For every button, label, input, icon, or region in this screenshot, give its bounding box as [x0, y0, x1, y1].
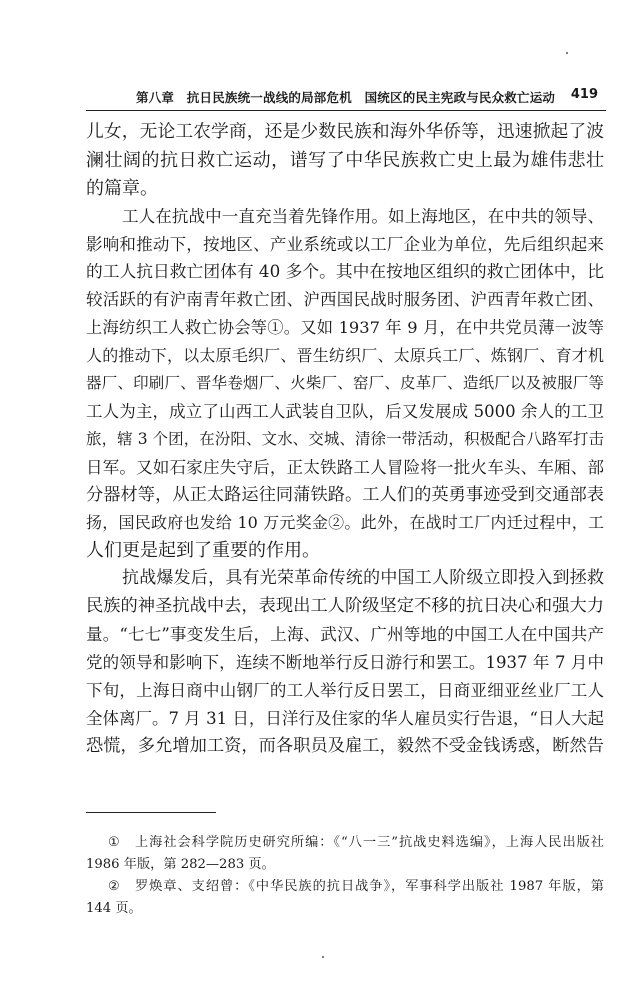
page-number: 419 — [570, 87, 598, 102]
text-line: 较活跃的有沪南青年救亡团、沪西国民战时服务团、沪西青年救亡团、 — [86, 290, 604, 310]
scan-speck — [566, 52, 568, 54]
text-line: 人们更是起到了重要的作用。 — [86, 540, 320, 562]
footnote-1-mark: ① — [108, 835, 120, 850]
text-line: 人的推动下，以太原毛织厂、晋生纺织厂、太原兵工厂、炼钢厂、育才机 — [86, 346, 604, 366]
text-line: 分器材等，从正太路运往同蒲铁路。工人们的英勇事迹受到交通部表 — [86, 484, 604, 505]
footnote-2-mark: ② — [108, 879, 120, 894]
text-line: 澜壮阔的抗日救亡运动，谱写了中华民族救亡史上最为雄伟悲壮 — [86, 149, 604, 171]
text-line: 工人为主，成立了山西工人武装自卫队，后又发展成 5000 余人的工卫 — [86, 401, 604, 421]
text-line: 上海纺织工人救亡协会等①。又如 1937 年 9 月，在中共党员薄一波等 — [86, 318, 604, 338]
text-line: 扬，国民政府也发给 10 万元奖金②。此外，在战时工厂内迁过程中，工 — [86, 513, 604, 533]
footnote-2-text: 罗焕章、支绍曾：《中华民族的抗日战争》，军事科学出版社 1987 年版，第 — [134, 879, 604, 894]
text-line: 旅，辖 3 个团，在汾阳、文水、交城、清徐一带活动，积极配合八路军打击 — [86, 429, 604, 448]
text-line: 的工人抗日救亡团体有 40 多个。其中在按地区组织的救亡团体中，比 — [86, 261, 604, 282]
text-line: 全体离厂。7 月 31 日，日洋行及住家的华人雇员实行告退，“日人大起 — [86, 708, 604, 728]
footnote-1-line-2: 1986 年版，第 282—283 页。 — [86, 857, 275, 872]
text-line: 党的领导和影响下，连续不断地举行反日游行和罢工。1937 年 7 月中 — [86, 652, 604, 672]
text-line: 抗战爆发后，具有光荣革命传统的中国工人阶级立即投入到拯救 — [122, 568, 604, 589]
body-text — [86, 119, 604, 760]
chapter-running-title: 第八章 抗日民族统一战线的局部危机 国统区的民主宪政与民众救亡运动 — [136, 90, 556, 105]
text-line: 恐慌，多允增加工资，而各职员及雇工，毅然不受金钱诱惑，断然告 — [86, 735, 604, 756]
scan-speck — [322, 956, 324, 958]
text-line: 儿女，无论工农学商，还是少数民族和海外华侨等，迅速掀起了波 — [86, 122, 604, 142]
footnote-divider — [86, 812, 216, 813]
text-line: 日军。又如石家庄失守后，正太铁路工人冒险将一批火车头、车厢、部 — [86, 457, 604, 477]
text-line: 的篇章。 — [86, 177, 158, 199]
footnote-2-line-2: 144 页。 — [86, 901, 142, 916]
text-line: 量。“七七”事变发生后，上海、武汉、广州等地的中国工人在中国共产 — [86, 625, 604, 645]
text-line: 下旬，上海日商中山钢厂的工人举行反日罢工，日商亚细亚丝业厂工人 — [86, 680, 604, 700]
footnote-2-line-1 — [86, 876, 604, 898]
text-line: 影响和推动下，按地区、产业系统或以工厂企业为单位，先后组织起来 — [86, 234, 604, 254]
footnote-1-text: 上海社会科学院历史研究所编：《“八一三”抗战史料选编》，上海人民出版社 — [134, 835, 604, 850]
running-header — [86, 82, 606, 111]
text-line: 工人在抗战中一直充当着先锋作用。如上海地区，在中共的领导、 — [122, 206, 604, 226]
footnote-1-line-1 — [86, 832, 604, 854]
text-line: 器厂、印刷厂、晋华卷烟厂、火柴厂、窑厂、皮革厂、造纸厂以及被服厂等 — [86, 374, 604, 393]
text-line: 民族的神圣抗战中去，表现出工人阶级坚定不移的抗日决心和强大力 — [86, 596, 604, 617]
footnotes — [86, 832, 604, 920]
